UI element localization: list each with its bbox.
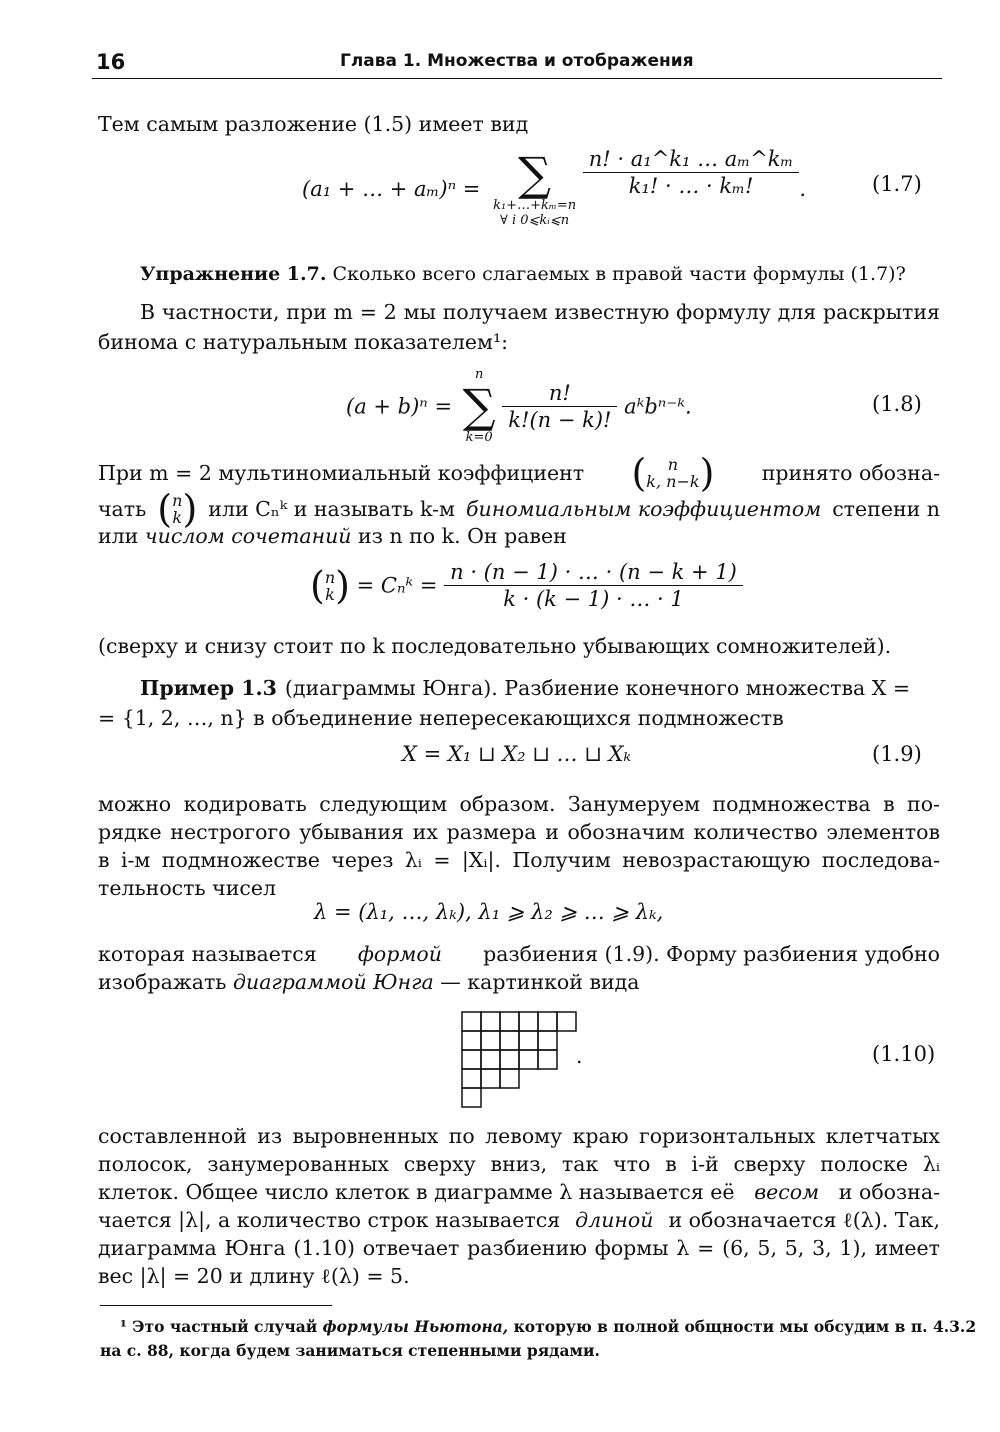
young-cell — [481, 1050, 500, 1069]
para-shape-1-italic: формой — [357, 942, 442, 966]
young-cell — [481, 1012, 500, 1031]
para-binom-line-1: В частности, при m = 2 мы получаем известную формулу для раскрытия — [140, 300, 940, 324]
exercise-label: Упражнение 1.7. — [140, 263, 327, 285]
para-multi-2b: или Cₙᵏ и называть k-м — [208, 497, 455, 521]
footnote-line-2: на с. 88, когда будем заниматься степенными рядами. — [100, 1341, 600, 1360]
young-cell — [500, 1012, 519, 1031]
eq-1-8-tail: aᵏbⁿ⁻ᵏ. — [624, 394, 692, 419]
para-code-line-3: в i-м подмножестве через λᵢ = |Xᵢ|. Получим невозрастающую последова- — [98, 848, 940, 872]
eq-1-7-denominator: k₁! · … · kₘ! — [628, 173, 754, 198]
page-number: 16 — [96, 50, 126, 74]
young-cell — [519, 1012, 538, 1031]
para-multi-3-italic: числом сочетаний — [144, 524, 352, 548]
para-final-4-italic: длиной — [575, 1208, 654, 1232]
example-text-1: (диаграммы Юнга). Разбиение конечного множества X = — [284, 676, 911, 700]
eq-1-7-sum-cond-2: ∀ i 0⩽kᵢ⩽n — [499, 213, 570, 228]
para-final-line-1: составленной из выровненных по левому краю горизонтальных клетчатых — [98, 1124, 940, 1148]
eq-1-7-fraction — [583, 147, 800, 198]
para-multi-2-italic: биномиальным коэффициентом — [466, 497, 822, 521]
young-cell — [557, 1012, 576, 1031]
para-multi-1b: принято обозна- — [761, 461, 940, 485]
equation-number-1-10: (1.10) — [872, 1042, 936, 1066]
binom-nk: ( n k ) — [157, 487, 198, 531]
eq-1-7-sum — [493, 147, 577, 228]
chapter-title: Глава 1. Множества и отображения — [340, 51, 694, 71]
eq-1-7-sum-cond-1: k₁+…+kₘ=n — [493, 198, 577, 213]
para-shape-line-1: которая называется формой разбиения (1.9). Форму разбиения удобно — [98, 942, 940, 966]
eq-binom-lhs: = Cₙᵏ = — [356, 573, 438, 598]
young-cell — [462, 1069, 481, 1088]
eq-1-8-sum-bottom: k=0 — [465, 430, 493, 445]
example-line-2: = {1, 2, …, n} в объединение непересекающихся подмножеств — [98, 706, 784, 730]
equation-number-1-9: (1.9) — [872, 742, 922, 766]
para-final-line-6: вес |λ| = 20 и длину ℓ(λ) = 5. — [98, 1264, 410, 1288]
young-cell — [462, 1050, 481, 1069]
para-final-line-5: диаграмма Юнга (1.10) отвечает разбиению формы λ = (6, 5, 5, 3, 1), имеет — [98, 1236, 940, 1260]
para-final-line-4: чается |λ|, а количество строк называется длиной и обозначается ℓ(λ). Так, — [98, 1208, 940, 1232]
young-cell — [538, 1012, 557, 1031]
footnote-italic: формулы Ньютона, — [322, 1317, 509, 1336]
para-shape-line-2: изображать диаграммой Юнга — картинкой вида — [98, 970, 640, 994]
para-code-line-2: рядке нестрогого убывания их размера и обозначим количество элементов — [98, 820, 940, 844]
young-cell — [462, 1031, 481, 1050]
para-binom-line-2: бинома с натуральным показателем¹: — [98, 330, 509, 354]
equation-number-1-8: (1.8) — [872, 392, 922, 416]
young-cell — [519, 1050, 538, 1069]
para-multi-2c: степени n — [832, 497, 940, 521]
exercise — [140, 260, 906, 288]
eq-1-8-denominator: k!(n − k)! — [508, 408, 612, 432]
equation-1-7: (a₁ + … + aₘ)ⁿ = ∑ k₁+…+kₘ=n ∀ i 0⩽kᵢ⩽n $\frac{\text{n! · a₁\textasciicircum{}k₁ … aₘ\textasciicircum{}kₘ}}{\text{k₁! · … · kₘ!}}$ . — [302, 146, 807, 228]
eq-binom-fraction — [444, 560, 743, 611]
young-cell — [500, 1031, 519, 1050]
young-cell — [481, 1031, 500, 1050]
para-multi-line-1 — [98, 451, 940, 495]
eq-1-7-lhs: (a₁ + … + aₘ)ⁿ = — [302, 177, 481, 201]
eq-1-8-lhs: (a + b)ⁿ = — [346, 394, 453, 419]
young-cell — [538, 1050, 557, 1069]
para-code-line-1: можно кодировать следующим образом. Занумеруем подмножества в по- — [98, 792, 940, 816]
running-header — [92, 48, 942, 79]
example-line-1 — [140, 674, 940, 702]
para-final-line-3: клеток. Общее число клеток в диаграмме λ называется её весом и обозна- — [98, 1180, 940, 1204]
para-final-line-2: полосок, занумерованных сверху вниз, так что в i-й сверху полоске λᵢ — [98, 1152, 940, 1176]
young-cell — [538, 1031, 557, 1050]
eq-1-8-sum — [463, 368, 496, 445]
eq-binom-numerator: n · (n − 1) · … · (n − k + 1) — [444, 560, 743, 586]
para-multi-line-3: или числом сочетаний из n по k. Он равен — [98, 524, 567, 548]
sigma-symbol: ∑ — [518, 147, 552, 201]
eq-binom-denominator: k · (k − 1) · … · 1 — [503, 587, 684, 611]
young-cell — [462, 1012, 481, 1031]
young-diagram-dot: . — [576, 1044, 583, 1068]
equation-number-1-7: (1.7) — [872, 172, 922, 196]
sigma-symbol: ∑ — [462, 379, 496, 433]
binom-nk: ( n k ) — [310, 563, 350, 608]
young-cell — [500, 1050, 519, 1069]
example-label: Пример 1.3 — [140, 676, 277, 700]
para-multi-2a: чать — [98, 497, 147, 521]
exercise-text: Сколько всего слагаемых в правой части формулы (1.7)? — [332, 263, 906, 285]
para-code-line-4: тельность чисел — [98, 876, 277, 900]
young-cell — [481, 1069, 500, 1088]
footnote-line-1: ¹ Это частный случай формулы Ньютона, которую в полной общности мы обсудим в п. 4.3.2 — [120, 1317, 977, 1336]
para-shape-2-italic: диаграммой Юнга — [233, 970, 434, 994]
para-final-3-italic: весом — [754, 1180, 820, 1204]
para-multi-1a: При m = 2 мультиномиальный коэффициент — [98, 461, 585, 485]
eq-1-7-numerator: n! · a₁^k₁ … aₘ^kₘ — [583, 147, 800, 173]
equation-binom-coefficient — [310, 560, 743, 611]
young-cell — [500, 1069, 519, 1088]
young-cell — [462, 1088, 481, 1107]
para-multi-line-2 — [98, 487, 940, 531]
para-factors: (сверху и снизу стоит по k последовательно убывающих сомножителей). — [98, 634, 892, 658]
equation-lambda: λ = (λ₁, …, λₖ), λ₁ ⩾ λ₂ ⩾ … ⩾ λₖ, — [314, 900, 664, 924]
equation-1-9: X = X₁ ⊔ X₂ ⊔ … ⊔ Xₖ — [402, 742, 632, 766]
intro-line: Тем самым разложение (1.5) имеет вид — [98, 112, 529, 136]
eq-1-8-numerator: n! — [502, 381, 617, 407]
equation-1-8 — [346, 368, 692, 445]
footnote-rule — [100, 1305, 332, 1306]
binom-nk-n-minus-k: ( n k, n−k ) — [631, 451, 715, 495]
young-cell — [519, 1031, 538, 1050]
eq-1-8-sum-top: n — [475, 367, 484, 382]
eq-1-8-fraction — [502, 381, 617, 432]
